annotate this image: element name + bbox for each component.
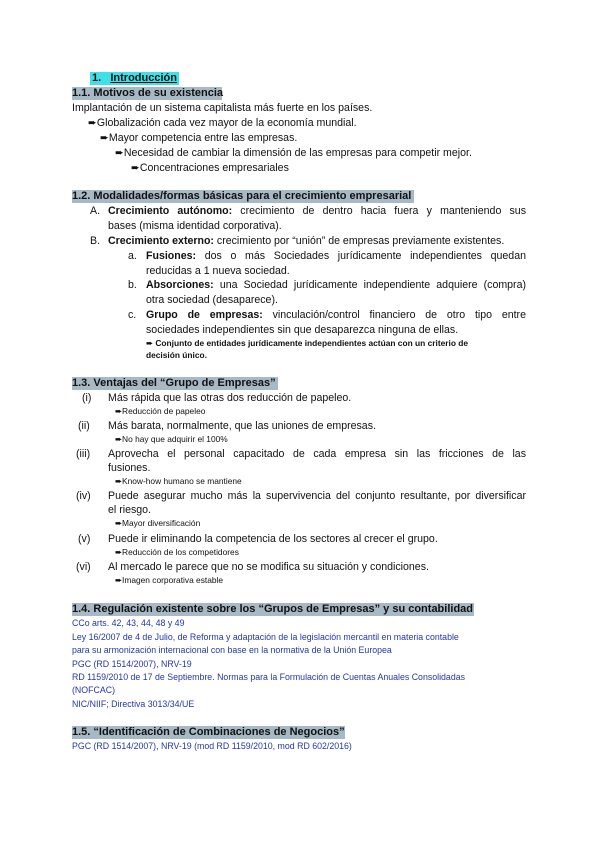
list-item-text: Más rápida que las otras dos reducción de papeleo. — [108, 392, 352, 404]
list-marker: c. — [128, 309, 137, 321]
list-item: ➨Globalización cada vez mayor de la economía mundial. — [88, 117, 357, 129]
arrow-icon: ➨ — [115, 575, 123, 585]
sub-note: ➨No hay que adquirir el 100% — [115, 434, 228, 444]
list-item-text: Al mercado le parece que no se modifica su situación y condiciones. — [108, 561, 429, 573]
regulation-line: PGC (RD 1514/2007), NRV-19 — [72, 659, 192, 669]
regulation-line: PGC (RD 1514/2007), NRV-19 (mod RD 1159/2010, mod RD 602/2016) — [72, 741, 352, 751]
list-item-text: Puede asegurar mucho más la supervivencia del conjunto resultante, por diversificar — [108, 490, 526, 502]
section-heading-1-1: 1.1. Motivos de su existencia — [72, 87, 224, 99]
regulation-line: Ley 16/2007 de 4 de Julio, de Reforma y adaptación de la legislación mercantil en materia contable — [72, 632, 459, 642]
list-item-text: Puede ir eliminando la competencia de los sectores al crecer el grupo. — [108, 533, 438, 545]
list-item-text: otra sociedad (desaparece). — [146, 294, 278, 306]
item-number: (vi) — [76, 561, 91, 573]
arrow-icon: ➨ — [115, 518, 123, 528]
sub-note: ➨Mayor diversificación — [115, 518, 201, 528]
chapter-heading: 1. Introducción — [92, 72, 177, 84]
regulation-line: (NOFCAC) — [72, 685, 116, 695]
arrow-icon: ➨ — [131, 162, 140, 174]
regulation-line: RD 1159/2010 de 17 de Septiembre. Normas para la Formulación de Cuentas Anuales Consolidadas — [72, 672, 465, 682]
list-marker: b. — [128, 279, 137, 291]
regulation-line: CCo arts. 42, 43, 44, 48 y 49 — [72, 618, 185, 628]
list-item: ➨Necesidad de cambiar la dimensión de las empresas para competir mejor. — [115, 147, 472, 159]
arrow-icon: ➨ — [115, 434, 123, 444]
sub-note: ➨Reducción de papeleo — [115, 406, 206, 416]
arrow-icon: ➨ — [115, 476, 123, 486]
list-marker: a. — [128, 250, 137, 262]
list-item: ➨Mayor competencia entre las empresas. — [100, 132, 298, 144]
regulation-line: NIC/NIIF; Directiva 3013/34/UE — [72, 699, 195, 709]
section-heading-1-3: 1.3. Ventajas del “Grupo de Empresas” — [72, 377, 278, 390]
arrow-icon: ➨ — [115, 547, 123, 557]
item-number: (iv) — [76, 490, 91, 502]
sub-note: ➨Imagen corporativa estable — [115, 575, 224, 585]
section-heading-1-5: 1.5. “Identificación de Combinaciones de Negocios” — [72, 726, 345, 738]
arrow-icon: ➨ — [88, 117, 97, 129]
arrow-icon: ➨ — [146, 338, 154, 348]
note: ➨ Conjunto de entidades jurídicamente independientes actúan con un criterio de — [146, 338, 469, 348]
section-heading-1-4: 1.4. Regulación existente sobre los “Grupos de Empresas” y su contabilidad — [72, 603, 474, 615]
list-item-text: Absorciones: una Sociedad jurídicamente independiente adquiere (compra) — [146, 279, 527, 291]
list-marker: B. — [90, 235, 101, 247]
note: decisión único. — [146, 350, 207, 360]
section-heading-1-2: 1.2. Modalidades/formas básicas para el crecimiento empresarial — [72, 190, 414, 203]
item-number: (i) — [82, 392, 92, 404]
list-item-text: fusiones. — [108, 462, 151, 474]
list-item-text: el riesgo. — [108, 504, 151, 516]
list-item-text: sociedades independientes sin que desaparezca ninguna de ellas. — [146, 324, 459, 336]
list-item-text: Más barata, normalmente, que las uniones de empresas. — [108, 420, 376, 432]
list-marker: A. — [90, 205, 101, 217]
arrow-icon: ➨ — [115, 147, 124, 159]
arrow-icon: ➨ — [115, 406, 123, 416]
list-item: ➨Concentraciones empresariales — [131, 162, 289, 174]
list-item-text: Crecimiento externo: crecimiento por “unión” de empresas previamente existentes. — [108, 235, 505, 247]
list-item-text: Grupo de empresas: vinculación/control financiero de otro tipo entre — [146, 309, 526, 321]
list-item-text: Crecimiento autónomo: crecimiento de dentro hacia fuera y manteniendo sus — [108, 205, 526, 217]
list-item-text: Fusiones: dos o más Sociedades jurídicamente independientes quedan — [146, 250, 526, 262]
arrow-icon: ➨ — [100, 132, 109, 144]
section-1-1-intro: Implantación de un sistema capitalista más fuerte en los países. — [72, 102, 373, 114]
sub-note: ➨Reducción de los competidores — [115, 547, 239, 557]
item-number: (v) — [78, 533, 91, 545]
list-item-text: bases (misma identidad corporativa). — [108, 220, 282, 232]
list-item-text: reducidas a 1 nueva sociedad. — [146, 265, 290, 277]
sub-note: ➨Know-how humano se mantiene — [115, 476, 242, 486]
item-number: (ii) — [78, 420, 90, 432]
item-number: (iii) — [76, 448, 91, 460]
regulation-line: para su armonización internacional con base en la normativa de la Unión Europea — [72, 645, 392, 655]
list-item-text: Aprovecha el personal capacitado de cada empresa sin las fricciones de las — [108, 448, 526, 460]
